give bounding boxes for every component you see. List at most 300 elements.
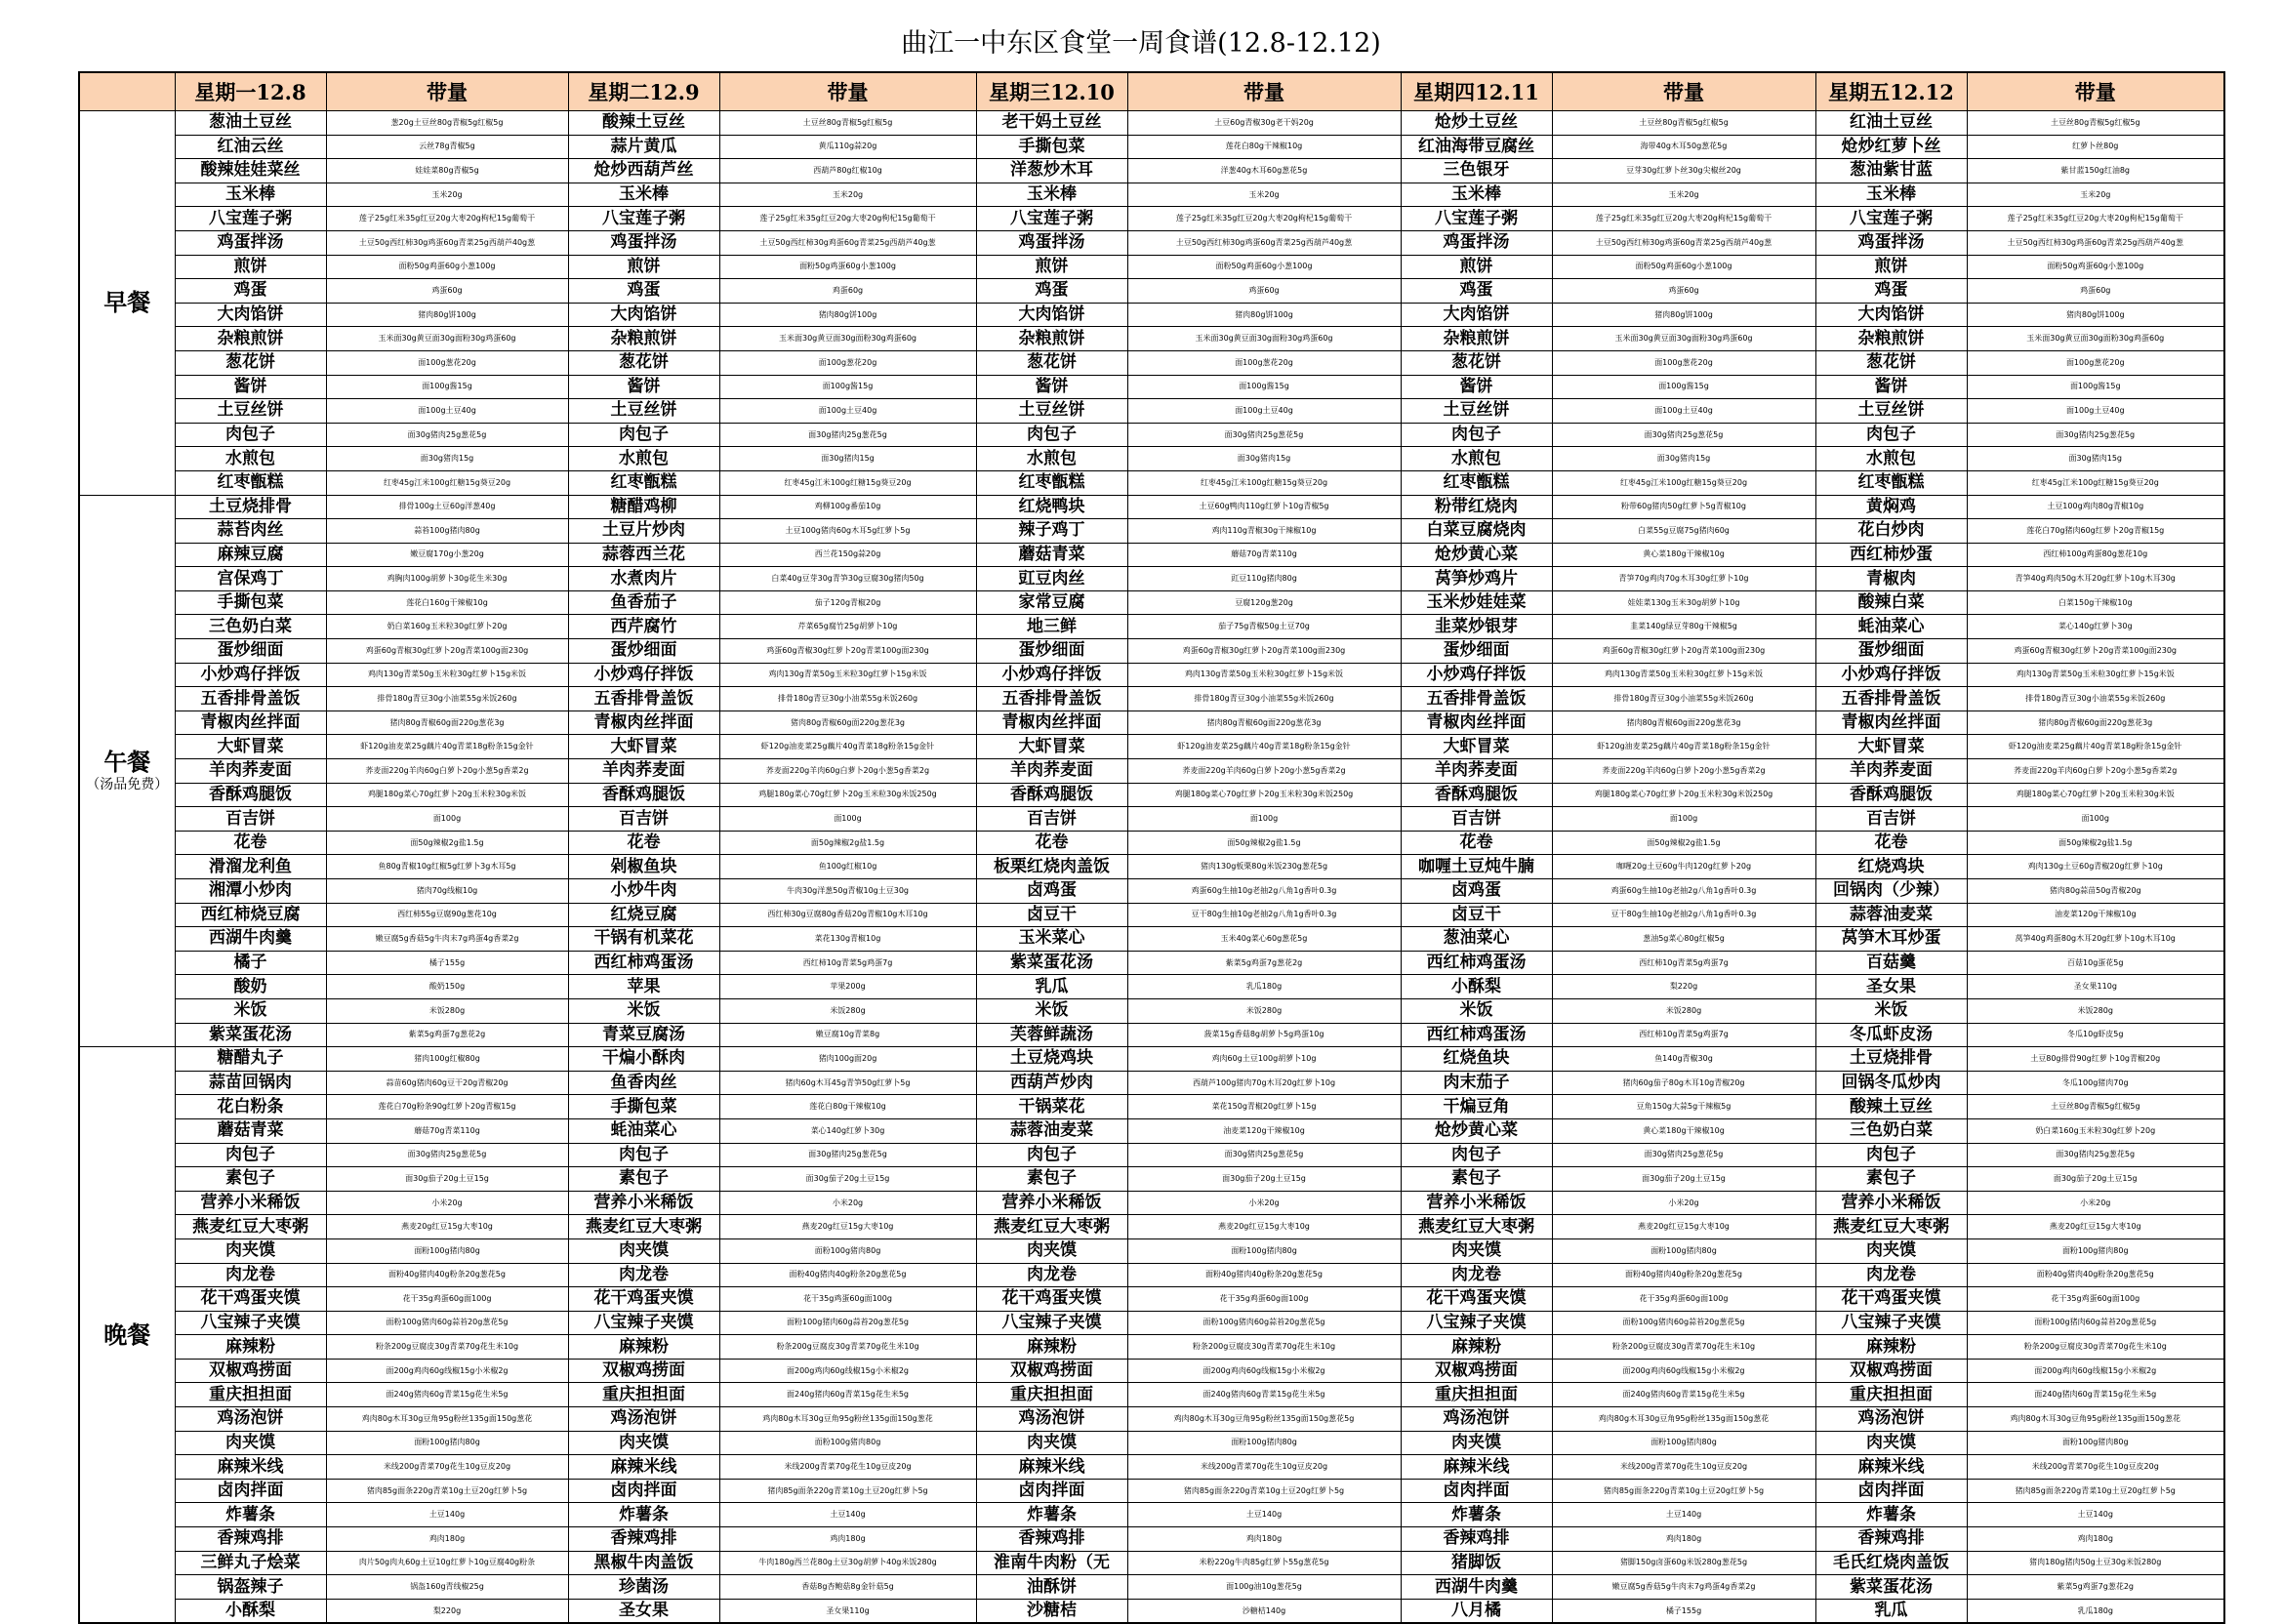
dish-name: 肉龙卷 [976, 1263, 1127, 1287]
dish-quantity: 莲子25g红米35g红豆20g大枣20g枸杞15g葡萄干 [1967, 207, 2224, 231]
dish-quantity: 豆干80g生抽10g老抽2g八角1g香叶0.3g [1127, 903, 1401, 927]
dish-quantity: 土豆丝80g青椒5g红椒5g [1967, 111, 2224, 136]
dish-name: 卤鸡蛋 [976, 879, 1127, 904]
dish-quantity: 鸡蛋60g生抽10g老抽2g八角1g香叶0.3g [1127, 879, 1401, 904]
dish-quantity: 鸡腿180g菜心70g红萝卜20g玉米粒30g米饭250g [1552, 783, 1815, 807]
dish-quantity: 面30g猪肉25g葱花5g [1967, 1143, 2224, 1167]
dish-quantity: 猪肉80g青椒60g面220g葱花3g [1967, 710, 2224, 735]
dish-quantity: 面30g猪肉15g [1967, 447, 2224, 471]
dish-quantity: 土豆50g西红柿30g鸡蛋60g青菜25g西葫芦40g葱 [1967, 230, 2224, 255]
dish-name: 肉龙卷 [568, 1263, 719, 1287]
dish-name: 鸡汤泡饼 [175, 1407, 326, 1432]
dish-quantity: 荞麦面220g羊肉60g白萝卜20g小葱5g香菜2g [719, 759, 976, 784]
dish-name: 青菜豆腐汤 [568, 1023, 719, 1047]
dish-quantity: 莴笋40g鸡蛋80g木耳20g红萝卜10g木耳10g [1967, 927, 2224, 952]
menu-row [79, 327, 2224, 351]
dish-quantity: 猪肉80g饼100g [1967, 303, 2224, 327]
dish-name: 羊肉荞麦面 [1401, 759, 1552, 784]
dish-name: 青椒肉丝拌面 [568, 710, 719, 735]
dish-name: 花干鸡蛋夹馍 [1401, 1287, 1552, 1312]
dish-quantity: 面粉100g猪肉80g [719, 1431, 976, 1455]
menu-row [79, 1047, 2224, 1072]
dish-quantity: 面30g猪肉25g葱花5g [1127, 423, 1401, 447]
dish-name: 肉龙卷 [175, 1263, 326, 1287]
dish-name: 煎饼 [568, 255, 719, 279]
dish-quantity: 嫩豆腐5g香菇5g牛肉末7g鸡蛋4g香菜2g [1552, 1575, 1815, 1600]
dish-name: 蛋炒细面 [1815, 639, 1967, 664]
menu-row [79, 783, 2224, 807]
dish-quantity: 冬瓜100g猪肉70g [1967, 1071, 2224, 1095]
dish-quantity: 虾120g油麦菜25g藕片40g青菜18g粉条15g金针 [326, 735, 568, 759]
dish-name: 鱼香茄子 [568, 590, 719, 615]
dish-name: 卤肉拌面 [175, 1479, 326, 1503]
dish-quantity: 猪肉85g面条220g青菜10g土豆20g红萝卜5g [719, 1479, 976, 1503]
dish-name: 回锅肉（少辣） [1815, 879, 1967, 904]
dish-quantity: 排骨100g土豆60g洋葱40g [326, 495, 568, 519]
dish-name: 营养小米稀饭 [568, 1191, 719, 1215]
dish-quantity: 西红柿55g豆腐90g葱花10g [326, 903, 568, 927]
dish-name: 米饭 [1815, 998, 1967, 1023]
dish-quantity: 土豆100g猪肉60g木耳5g红萝卜5g [719, 519, 976, 544]
dish-quantity: 鸡肉110g青椒30g干辣椒10g [1127, 519, 1401, 544]
menu-row [79, 567, 2224, 591]
menu-row [79, 1455, 2224, 1480]
header-cell: 带量 [719, 72, 976, 111]
menu-row [79, 663, 2224, 687]
dish-name: 葱花饼 [568, 350, 719, 375]
dish-quantity: 紫菜5g鸡蛋7g葱花2g [326, 1023, 568, 1047]
dish-quantity: 面100g [1127, 807, 1401, 832]
dish-quantity: 鸡蛋60g青椒30g红萝卜20g青菜100g面230g [1967, 639, 2224, 664]
dish-quantity: 米饭280g [719, 998, 976, 1023]
dish-quantity: 面30g猪肉25g葱花5g [719, 423, 976, 447]
dish-name: 杂粮煎饼 [175, 327, 326, 351]
dish-name: 花干鸡蛋夹馍 [976, 1287, 1127, 1312]
dish-quantity: 橘子155g [1552, 1599, 1815, 1623]
header-row [79, 72, 2224, 111]
dish-quantity: 鸡肉180g [1967, 1527, 2224, 1552]
header-cell: 星期一12.8 [175, 72, 326, 111]
dish-quantity: 菠菜15g香菇8g胡萝卜5g鸡蛋10g [1127, 1023, 1401, 1047]
dish-quantity: 奶白菜160g玉米粒30g红萝卜20g [326, 615, 568, 639]
dish-quantity: 鸡肉130g青菜50g玉米粒30g红萝卜15g米饭 [719, 663, 976, 687]
dish-name: 蒜蓉油麦菜 [1815, 903, 1967, 927]
dish-name: 紫菜蛋花汤 [976, 951, 1127, 975]
menu-row [79, 255, 2224, 279]
dish-name: 滑溜龙利鱼 [175, 855, 326, 879]
dish-quantity: 花干35g鸡蛋60g面100g [1552, 1287, 1815, 1312]
dish-name: 莴笋木耳炒蛋 [1815, 927, 1967, 952]
menu-row [79, 951, 2224, 975]
dish-quantity: 土豆140g [1552, 1503, 1815, 1527]
dish-quantity: 紫菜5g鸡蛋7g葱花2g [1967, 1575, 2224, 1600]
dish-quantity: 面240g猪肉60g青菜15g花生米5g [326, 1383, 568, 1407]
dish-quantity: 米饭280g [1127, 998, 1401, 1023]
dish-name: 小炒鸡仔拌饭 [568, 663, 719, 687]
dish-name: 八宝辣子夹馍 [175, 1311, 326, 1335]
dish-quantity: 猪肉100g红椒80g [326, 1047, 568, 1072]
dish-name: 西湖牛肉羹 [1401, 1575, 1552, 1600]
dish-quantity: 嫩豆腐10g青菜8g [719, 1023, 976, 1047]
dish-quantity: 猪脚150g卤蛋60g米饭280g葱花5g [1552, 1551, 1815, 1575]
dish-quantity: 鸡肉180g [326, 1527, 568, 1552]
dish-quantity: 百菇10g蛋花5g [1967, 951, 2224, 975]
dish-name: 黄焖鸡 [1815, 495, 1967, 519]
dish-name: 肉夹馍 [976, 1431, 1127, 1455]
menu-row [79, 111, 2224, 136]
dish-name: 青椒肉丝拌面 [976, 710, 1127, 735]
dish-name: 炸薯条 [175, 1503, 326, 1527]
dish-name: 肉包子 [1401, 1143, 1552, 1167]
dish-quantity: 鸡肉130g青菜50g玉米粒30g红萝卜15g米饭 [1552, 663, 1815, 687]
dish-quantity: 猪肉60g木耳45g青笋50g红萝卜5g [719, 1071, 976, 1095]
menu-row [79, 399, 2224, 424]
dish-quantity: 燕麦20g红豆15g大枣10g [1127, 1215, 1401, 1239]
dish-quantity: 蘑菇70g青菜110g [1127, 543, 1401, 567]
meal-name: 晚餐 [103, 1320, 151, 1349]
dish-quantity: 土豆140g [1967, 1503, 2224, 1527]
dish-quantity: 红枣45g江米100g红糖15g葵豆20g [326, 470, 568, 495]
dish-name: 营养小米稀饭 [175, 1191, 326, 1215]
dish-name: 肉包子 [976, 1143, 1127, 1167]
dish-name: 双椒鸡捞面 [1401, 1359, 1552, 1383]
menu-row [79, 303, 2224, 327]
dish-quantity: 面粉100g猪肉60g蒜苔20g葱花5g [1127, 1311, 1401, 1335]
dish-name: 淮南牛肉粉（无 [976, 1551, 1127, 1575]
dish-name: 紫菜蛋花汤 [175, 1023, 326, 1047]
dish-name: 米饭 [175, 998, 326, 1023]
dish-quantity: 莲子25g红米35g红豆20g大枣20g枸杞15g葡萄干 [1127, 207, 1401, 231]
dish-quantity: 嫩豆腐170g小葱20g [326, 543, 568, 567]
dish-quantity: 粉条200g豆腐皮30g青菜70g花生米10g [1127, 1335, 1401, 1360]
dish-name: 燕麦红豆大枣粥 [1401, 1215, 1552, 1239]
dish-quantity: 面30g茄子20g土豆15g [1552, 1167, 1815, 1192]
header-cell: 带量 [1127, 72, 1401, 111]
menu-row [79, 1238, 2224, 1263]
dish-quantity: 鸡肉80g木耳30g豆角95g粉丝135g面150g葱花 [326, 1407, 568, 1432]
dish-quantity: 猪肉80g蒜苗50g青椒20g [1967, 879, 2224, 904]
dish-name: 毛氏红烧肉盖饭 [1815, 1551, 1967, 1575]
dish-quantity: 面粉40g猪肉40g粉条20g葱花5g [719, 1263, 976, 1287]
dish-quantity: 小米20g [1552, 1191, 1815, 1215]
dish-name: 素包子 [976, 1167, 1127, 1192]
dish-quantity: 面100g [1552, 807, 1815, 832]
menu-row [79, 1383, 2224, 1407]
dish-quantity: 荞麦面220g羊肉60g白萝卜20g小葱5g香菜2g [1967, 759, 2224, 784]
dish-name: 麻辣粉 [976, 1335, 1127, 1360]
dish-quantity: 莲花白160g干辣椒10g [326, 590, 568, 615]
dish-name: 肉包子 [175, 423, 326, 447]
menu-row [79, 159, 2224, 183]
dish-name: 卤肉拌面 [568, 1479, 719, 1503]
menu-row [79, 903, 2224, 927]
menu-row [79, 183, 2224, 207]
menu-body [79, 111, 2224, 1624]
dish-name: 肉夹馍 [976, 1238, 1127, 1263]
menu-row [79, 1335, 2224, 1360]
dish-name: 花白炒肉 [1815, 519, 1967, 544]
menu-row [79, 975, 2224, 999]
menu-row [79, 1167, 2224, 1192]
dish-quantity: 鸡胸肉100g胡萝卜30g花生米30g [326, 567, 568, 591]
dish-quantity: 猪肉85g面条220g青菜10g土豆20g红萝卜5g [326, 1479, 568, 1503]
dish-name: 青椒肉 [1815, 567, 1967, 591]
dish-quantity: 西红柿10g青菜5g鸡蛋7g [1552, 951, 1815, 975]
dish-name: 花卷 [568, 831, 719, 855]
dish-name: 重庆担担面 [1815, 1383, 1967, 1407]
dish-name: 土豆丝饼 [1815, 399, 1967, 424]
menu-row [79, 710, 2224, 735]
dish-quantity: 面100g酱15g [1552, 375, 1815, 399]
dish-quantity: 土豆50g西红柿30g鸡蛋60g青菜25g西葫芦40g葱 [326, 230, 568, 255]
menu-row [79, 1551, 2224, 1575]
dish-name: 花干鸡蛋夹馍 [175, 1287, 326, 1312]
dish-quantity: 米线200g青菜70g花生10g豆皮20g [326, 1455, 568, 1480]
dish-name: 香辣鸡排 [568, 1527, 719, 1552]
dish-name: 湘潭小炒肉 [175, 879, 326, 904]
dish-name: 双椒鸡捞面 [568, 1359, 719, 1383]
dish-quantity: 蒜苗60g猪肉60g豆干20g青椒20g [326, 1071, 568, 1095]
dish-quantity: 猪肉85g面条220g青菜10g土豆20g红萝卜5g [1967, 1479, 2224, 1503]
menu-row [79, 1071, 2224, 1095]
dish-name: 大虾冒菜 [1401, 735, 1552, 759]
dish-name: 肉龙卷 [1815, 1263, 1967, 1287]
dish-name: 煎饼 [1815, 255, 1967, 279]
dish-name: 韭菜炒银芽 [1401, 615, 1552, 639]
dish-quantity: 鸡蛋60g青椒30g红萝卜20g青菜100g面230g [719, 639, 976, 664]
dish-name: 香酥鸡腿饭 [568, 783, 719, 807]
dish-quantity: 猪肉80g饼100g [1127, 303, 1401, 327]
dish-name: 蒜蓉西兰花 [568, 543, 719, 567]
menu-row [79, 350, 2224, 375]
dish-quantity: 面200g鸡肉60g线椒15g小米椒2g [1552, 1359, 1815, 1383]
dish-quantity: 面30g猪肉15g [326, 447, 568, 471]
dish-name: 八宝莲子粥 [1401, 207, 1552, 231]
dish-name: 肉夹馍 [1815, 1238, 1967, 1263]
menu-row [79, 543, 2224, 567]
dish-quantity: 猪肉85g面条220g青菜10g土豆20g红萝卜5g [1552, 1479, 1815, 1503]
dish-name: 小炒牛肉 [568, 879, 719, 904]
dish-name: 重庆担担面 [568, 1383, 719, 1407]
dish-quantity: 面30g猪肉15g [719, 447, 976, 471]
dish-quantity: 米饭280g [326, 998, 568, 1023]
dish-quantity: 玉米面30g黄豆面30g面粉30g鸡蛋60g [1552, 327, 1815, 351]
dish-name: 肉包子 [1815, 1143, 1967, 1167]
dish-name: 水煎包 [1401, 447, 1552, 471]
menu-row [79, 1311, 2224, 1335]
dish-quantity: 粉条200g豆腐皮30g青菜70g花生米10g [326, 1335, 568, 1360]
dish-quantity: 海带40g木耳50g葱花5g [1552, 135, 1815, 159]
dish-name: 红枣甑糕 [976, 470, 1127, 495]
dish-name: 五香排骨盖饭 [175, 687, 326, 711]
dish-name: 肉夹馍 [568, 1431, 719, 1455]
dish-quantity: 面粉40g猪肉40g粉条20g葱花5g [1127, 1263, 1401, 1287]
dish-name: 鸡蛋拌汤 [1401, 230, 1552, 255]
dish-quantity: 鸡柳100g番茄10g [719, 495, 976, 519]
dish-name: 黑椒牛肉盖饭 [568, 1551, 719, 1575]
dish-quantity: 沙糖桔140g [1127, 1599, 1401, 1623]
dish-quantity: 土豆60g鸭肉110g红萝卜10g青椒5g [1127, 495, 1401, 519]
dish-quantity: 小米20g [719, 1191, 976, 1215]
dish-name: 玉米炒娃娃菜 [1401, 590, 1552, 615]
dish-quantity: 西红柿10g青菜5g鸡蛋7g [1552, 1023, 1815, 1047]
dish-name: 蛋炒细面 [175, 639, 326, 664]
dish-quantity: 面粉100g猪肉80g [1127, 1431, 1401, 1455]
dish-name: 酱饼 [175, 375, 326, 399]
dish-quantity: 面100g [326, 807, 568, 832]
dish-quantity: 土豆50g西红柿30g鸡蛋60g青菜25g西葫芦40g葱 [1127, 230, 1401, 255]
dish-name: 锅盔辣子 [175, 1575, 326, 1600]
dish-quantity: 土豆丝80g青椒5g红椒5g [1967, 1095, 2224, 1119]
dish-quantity: 米粉220g牛肉85g红萝卜55g葱花5g [1127, 1551, 1401, 1575]
dish-quantity: 面200g鸡肉60g线椒15g小米椒2g [326, 1359, 568, 1383]
dish-name: 蘑菇青菜 [976, 543, 1127, 567]
dish-name: 青椒肉丝拌面 [175, 710, 326, 735]
dish-name: 沙糖桔 [976, 1599, 1127, 1623]
dish-name: 麻辣粉 [1815, 1335, 1967, 1360]
dish-name: 肉夹馍 [175, 1431, 326, 1455]
dish-quantity: 面粉40g猪肉40g粉条20g葱花5g [1552, 1263, 1815, 1287]
dish-name: 大肉馅饼 [1401, 303, 1552, 327]
dish-quantity: 玉米面30g黄豆面30g面粉30g鸡蛋60g [1127, 327, 1401, 351]
dish-quantity: 面200g鸡肉60g线椒15g小米椒2g [1967, 1359, 2224, 1383]
dish-name: 葱油土豆丝 [175, 111, 326, 136]
dish-quantity: 菜花150g青椒20g红萝卜15g [1127, 1095, 1401, 1119]
dish-quantity: 蒜苔100g猪肉80g [326, 519, 568, 544]
dish-quantity: 鸡肉130g青菜50g玉米粒30g红萝卜15g米饭 [1127, 663, 1401, 687]
dish-quantity: 乳瓜180g [1127, 975, 1401, 999]
dish-name: 红烧豆腐 [568, 903, 719, 927]
dish-name: 三色奶白菜 [175, 615, 326, 639]
dish-name: 燕麦红豆大枣粥 [976, 1215, 1127, 1239]
dish-quantity: 牛肉180g西兰花80g土豆30g胡萝卜40g米饭280g [719, 1551, 976, 1575]
menu-row [79, 1479, 2224, 1503]
menu-row [79, 1527, 2224, 1552]
dish-name: 百吉饼 [976, 807, 1127, 832]
dish-quantity: 鸡肉80g木耳30g豆角95g粉丝135g面150g葱花 [1552, 1407, 1815, 1432]
dish-name: 素包子 [568, 1167, 719, 1192]
dish-quantity: 冬瓜10g虾皮5g [1967, 1023, 2224, 1047]
dish-name: 麻辣粉 [1401, 1335, 1552, 1360]
dish-name: 蒜苗回锅肉 [175, 1071, 326, 1095]
dish-quantity: 面粉100g猪肉80g [326, 1238, 568, 1263]
dish-name: 大虾冒菜 [1815, 735, 1967, 759]
dish-quantity: 玉米20g [1967, 183, 2224, 207]
dish-quantity: 面100g土豆40g [1552, 399, 1815, 424]
menu-row [79, 1191, 2224, 1215]
header-cell: 带量 [1552, 72, 1815, 111]
dish-name: 土豆丝饼 [976, 399, 1127, 424]
dish-name: 营养小米稀饭 [1401, 1191, 1552, 1215]
dish-quantity: 猪肉100g面20g [719, 1047, 976, 1072]
dish-name: 羊肉荞麦面 [568, 759, 719, 784]
dish-name: 肉夹馍 [1401, 1431, 1552, 1455]
dish-name: 葱油菜心 [1401, 927, 1552, 952]
dish-name: 小酥梨 [175, 1599, 326, 1623]
dish-quantity: 芹菜65g腐竹25g胡萝卜10g [719, 615, 976, 639]
dish-quantity: 面粉100g猪肉80g [1967, 1431, 2224, 1455]
dish-name: 红油海带豆腐丝 [1401, 135, 1552, 159]
menu-row [79, 1431, 2224, 1455]
dish-quantity: 面50g辣椒2g盐1.5g [1127, 831, 1401, 855]
dish-name: 麻辣豆腐 [175, 543, 326, 567]
dish-name: 肉夹馍 [1815, 1431, 1967, 1455]
dish-quantity: 花干35g鸡蛋60g面100g [1967, 1287, 2224, 1312]
dish-quantity: 鸡蛋60g [326, 279, 568, 304]
dish-quantity: 燕麦20g红豆15g大枣10g [1967, 1215, 2224, 1239]
dish-name: 土豆丝饼 [175, 399, 326, 424]
menu-row [79, 687, 2224, 711]
dish-name: 素包子 [1815, 1167, 1967, 1192]
dish-quantity: 猪肉80g青椒60g面220g葱花3g [1127, 710, 1401, 735]
dish-name: 百吉饼 [1815, 807, 1967, 832]
dish-quantity: 土豆140g [326, 1503, 568, 1527]
dish-quantity: 面100g [719, 807, 976, 832]
dish-name: 小炒鸡仔拌饭 [1815, 663, 1967, 687]
dish-name: 土豆丝饼 [1401, 399, 1552, 424]
dish-name: 肉包子 [1401, 423, 1552, 447]
meal-label [79, 111, 175, 496]
dish-quantity: 莲花白70g粉条90g红萝卜20g青椒15g [326, 1095, 568, 1119]
menu-row [79, 1407, 2224, 1432]
dish-quantity: 西红柿10g青菜5g鸡蛋7g [719, 951, 976, 975]
dish-quantity: 荞麦面220g羊肉60g白萝卜20g小葱5g香菜2g [1552, 759, 1815, 784]
dish-quantity: 粉带60g猪肉50g红萝卜5g青椒10g [1552, 495, 1815, 519]
dish-quantity: 土豆丝80g青椒5g红椒5g [1552, 111, 1815, 136]
dish-quantity: 豆干80g生抽10g老抽2g八角1g香叶0.3g [1552, 903, 1815, 927]
dish-name: 鸡蛋拌汤 [1815, 230, 1967, 255]
dish-name: 八宝辣子夹馍 [976, 1311, 1127, 1335]
dish-name: 粉带红烧肉 [1401, 495, 1552, 519]
dish-quantity: 鸡蛋60g青椒30g红萝卜20g青菜100g面230g [326, 639, 568, 664]
dish-name: 蛋炒细面 [568, 639, 719, 664]
dish-quantity: 虾120g油麦菜25g藕片40g青菜18g粉条15g金针 [1552, 735, 1815, 759]
dish-quantity: 鸡肉80g木耳30g豆角95g粉丝135g面150g葱花 [719, 1407, 976, 1432]
dish-name: 羊肉荞麦面 [175, 759, 326, 784]
meal-label [79, 1047, 175, 1624]
dish-name: 小酥梨 [1401, 975, 1552, 999]
header-cell: 带量 [1967, 72, 2224, 111]
menu-row [79, 1263, 2224, 1287]
dish-name: 糖醋丸子 [175, 1047, 326, 1072]
dish-name: 酸辣娃娃菜丝 [175, 159, 326, 183]
dish-quantity: 豆腐120g葱20g [1127, 590, 1401, 615]
dish-quantity: 面240g猪肉60g青菜15g花生米5g [719, 1383, 976, 1407]
dish-quantity: 青笋40g鸡肉50g木耳20g红萝卜10g木耳30g [1967, 567, 2224, 591]
dish-name: 麻辣粉 [175, 1335, 326, 1360]
dish-name: 花干鸡蛋夹馍 [1815, 1287, 1967, 1312]
dish-name: 葱油紫甘蓝 [1815, 159, 1967, 183]
dish-quantity: 燕麦20g红豆15g大枣10g [719, 1215, 976, 1239]
dish-name: 玉米棒 [1815, 183, 1967, 207]
dish-quantity: 面100g油10g葱花5g [1127, 1575, 1401, 1600]
dish-quantity: 面粉50g鸡蛋60g小葱100g [326, 255, 568, 279]
dish-name: 酱饼 [976, 375, 1127, 399]
dish-name: 西红柿鸡蛋汤 [568, 951, 719, 975]
dish-quantity: 粉条200g豆腐皮30g青菜70g花生米10g [719, 1335, 976, 1360]
dish-quantity: 鸡蛋60g [1967, 279, 2224, 304]
dish-name: 百菇羹 [1815, 951, 1967, 975]
dish-quantity: 面100g葱花20g [719, 350, 976, 375]
dish-name: 酸辣土豆丝 [568, 111, 719, 136]
dish-quantity: 鸡肉80g木耳30g豆角95g粉丝135g面150g葱花5g [1127, 1407, 1401, 1432]
dish-name: 红油云丝 [175, 135, 326, 159]
dish-name: 麻辣米线 [1401, 1455, 1552, 1480]
dish-name: 煎饼 [175, 255, 326, 279]
dish-name: 百吉饼 [1401, 807, 1552, 832]
dish-name: 卤肉拌面 [1401, 1479, 1552, 1503]
dish-quantity: 云丝78g青椒5g [326, 135, 568, 159]
